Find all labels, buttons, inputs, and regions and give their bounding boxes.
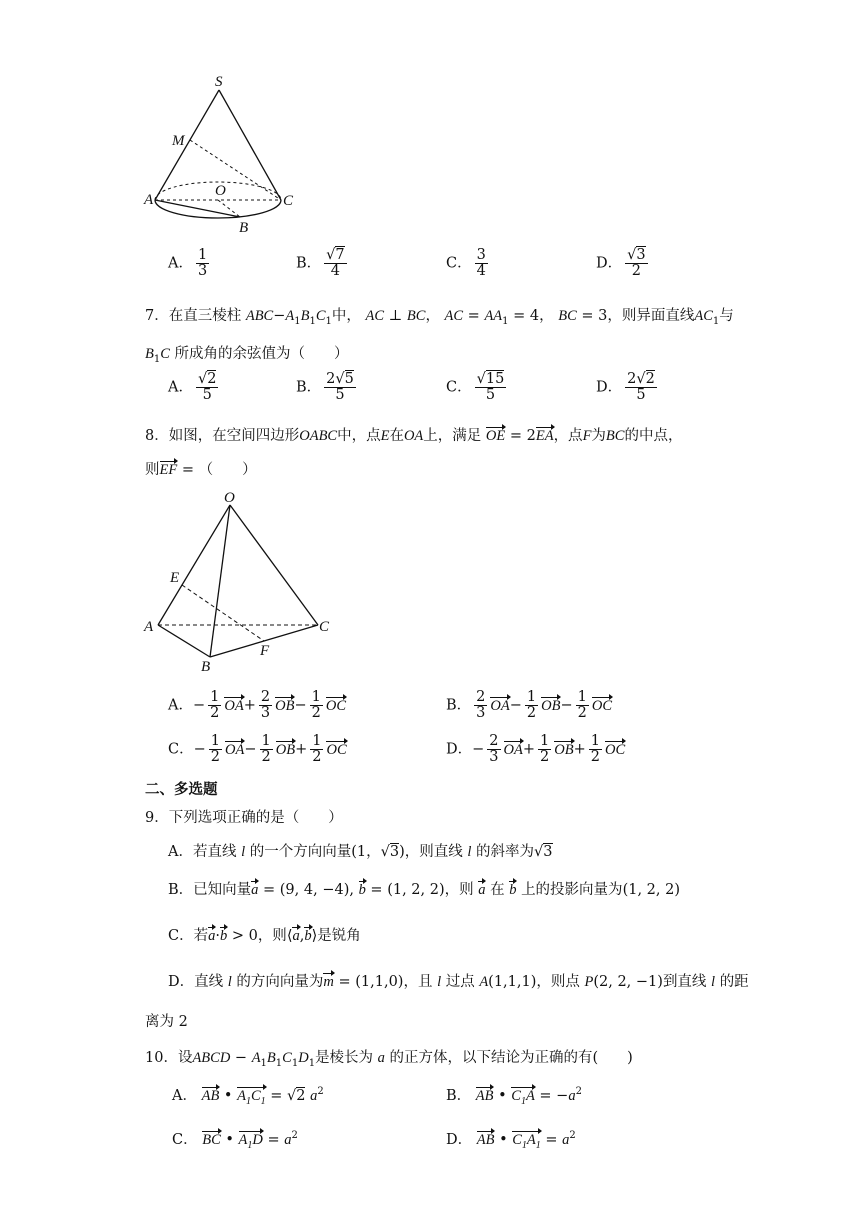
section-title-multiple-choice: 二、多选题 (145, 782, 218, 798)
cone-label-b: B (239, 220, 249, 236)
q8-option-d[interactable]: D．− $\frac{2}{3}$ OA+ $\frac{1}{2}$ OB+ $\frac{1}{2}$ OC (446, 733, 626, 766)
q6-option-b[interactable]: B． $\frac{√7}{4}$ (296, 247, 345, 280)
q9-stem: 9．下列选项正确的是（ ） (145, 810, 343, 826)
q10-option-b[interactable]: B． AB • $C_1A = -a^2$ (446, 1086, 582, 1107)
q7-option-d[interactable]: D． $\frac{2√2}{5}$ (596, 371, 655, 404)
q6-option-d[interactable]: D． $\frac{√3}{2}$ (596, 247, 646, 280)
tet-label-c: C (319, 619, 330, 635)
q9-option-a[interactable]: A．若直线 l 的一个方向向量(1，√3)，则直线 l 的斜率为√3 (168, 844, 553, 860)
cone-figure (140, 70, 310, 240)
q8-option-b[interactable]: B． $\frac{2}{3}$ OA− $\frac{1}{2}$ OB− $\frac{1}{2}$ OC (446, 689, 613, 722)
tet-label-e: E (170, 570, 180, 586)
tet-label-o: O (224, 490, 235, 506)
q10-option-d[interactable]: D． AB • $C_1A_1 = a^2$ (446, 1130, 576, 1151)
q9-option-d-cont: 离为 2 (145, 1014, 188, 1030)
tet-label-f: F (260, 643, 270, 659)
q10-stem: 10．设ABCD − $A_1B_1C_1D_1$是棱长为 a 的正方体，以下结论为正确的有( ) (145, 1050, 633, 1069)
tet-label-a: A (144, 619, 154, 635)
q8-option-a[interactable]: A．− $\frac{1}{2}$ OA+ $\frac{2}{3}$ OB− $\frac{1}{2}$ OC (168, 689, 346, 722)
q7-stem-line2: $B_1C$ 所成角的余弦值为（ ） (145, 346, 349, 365)
cone-label-a: A (144, 192, 154, 208)
cone-label-m: M (172, 133, 185, 149)
q7-stem-line1: 7．在直三棱柱 $ABC-A_1B_1C_1$中， AC ⊥ BC， AC = $AA_1 = 4$， BC = 3，则异面直线$AC_1$与 (145, 308, 734, 327)
q6-option-c[interactable]: C． $\frac{3}{4}$ (446, 247, 486, 280)
q7-option-b[interactable]: B． $\frac{2√5}{5}$ (296, 371, 354, 404)
cone-label-c: C (283, 193, 294, 209)
tet-label-b: B (201, 659, 211, 675)
q8-stem-line2: 则EF = （ ） (145, 462, 257, 478)
cone-label-s: S (215, 74, 223, 90)
cone-label-o: O (215, 183, 226, 199)
tetrahedron-figure (138, 485, 343, 675)
q7-option-c[interactable]: C． $\frac{√15}{5}$ (446, 371, 505, 404)
q9-option-b[interactable]: B．已知向量a = (9, 4, −4), b = (1, 2, 2)，则 a 在 b 上的投影向量为(1, 2, 2) (168, 882, 680, 898)
q9-option-c[interactable]: C．若a·b > 0，则⟨a,b⟩是锐角 (168, 928, 361, 944)
q10-option-a[interactable]: A． AB • $A_1C_1 = √2$ $a^2$ (172, 1086, 324, 1107)
q10-option-c[interactable]: C． BC • $A_1D = a^2$ (172, 1130, 298, 1151)
q7-option-a[interactable]: A． $\frac{√2}{5}$ (168, 371, 217, 404)
q8-option-c[interactable]: C．− $\frac{1}{2}$ OA− $\frac{1}{2}$ OB+ $\frac{1}{2}$ OC (168, 733, 347, 766)
q9-option-d[interactable]: D．直线 l 的方向向量为m = (1,1,0)，且 l 过点 A(1,1,1)，则点 P(2, 2, −1)到直线 l 的距 (168, 974, 749, 990)
q6-option-a[interactable]: A． $\frac{1}{3}$ (168, 247, 208, 280)
q8-stem-line1: 8．如图，在空间四边形OABC中，点E在OA上，满足 OE = 2EA，点F为BC的中点， (145, 428, 683, 444)
